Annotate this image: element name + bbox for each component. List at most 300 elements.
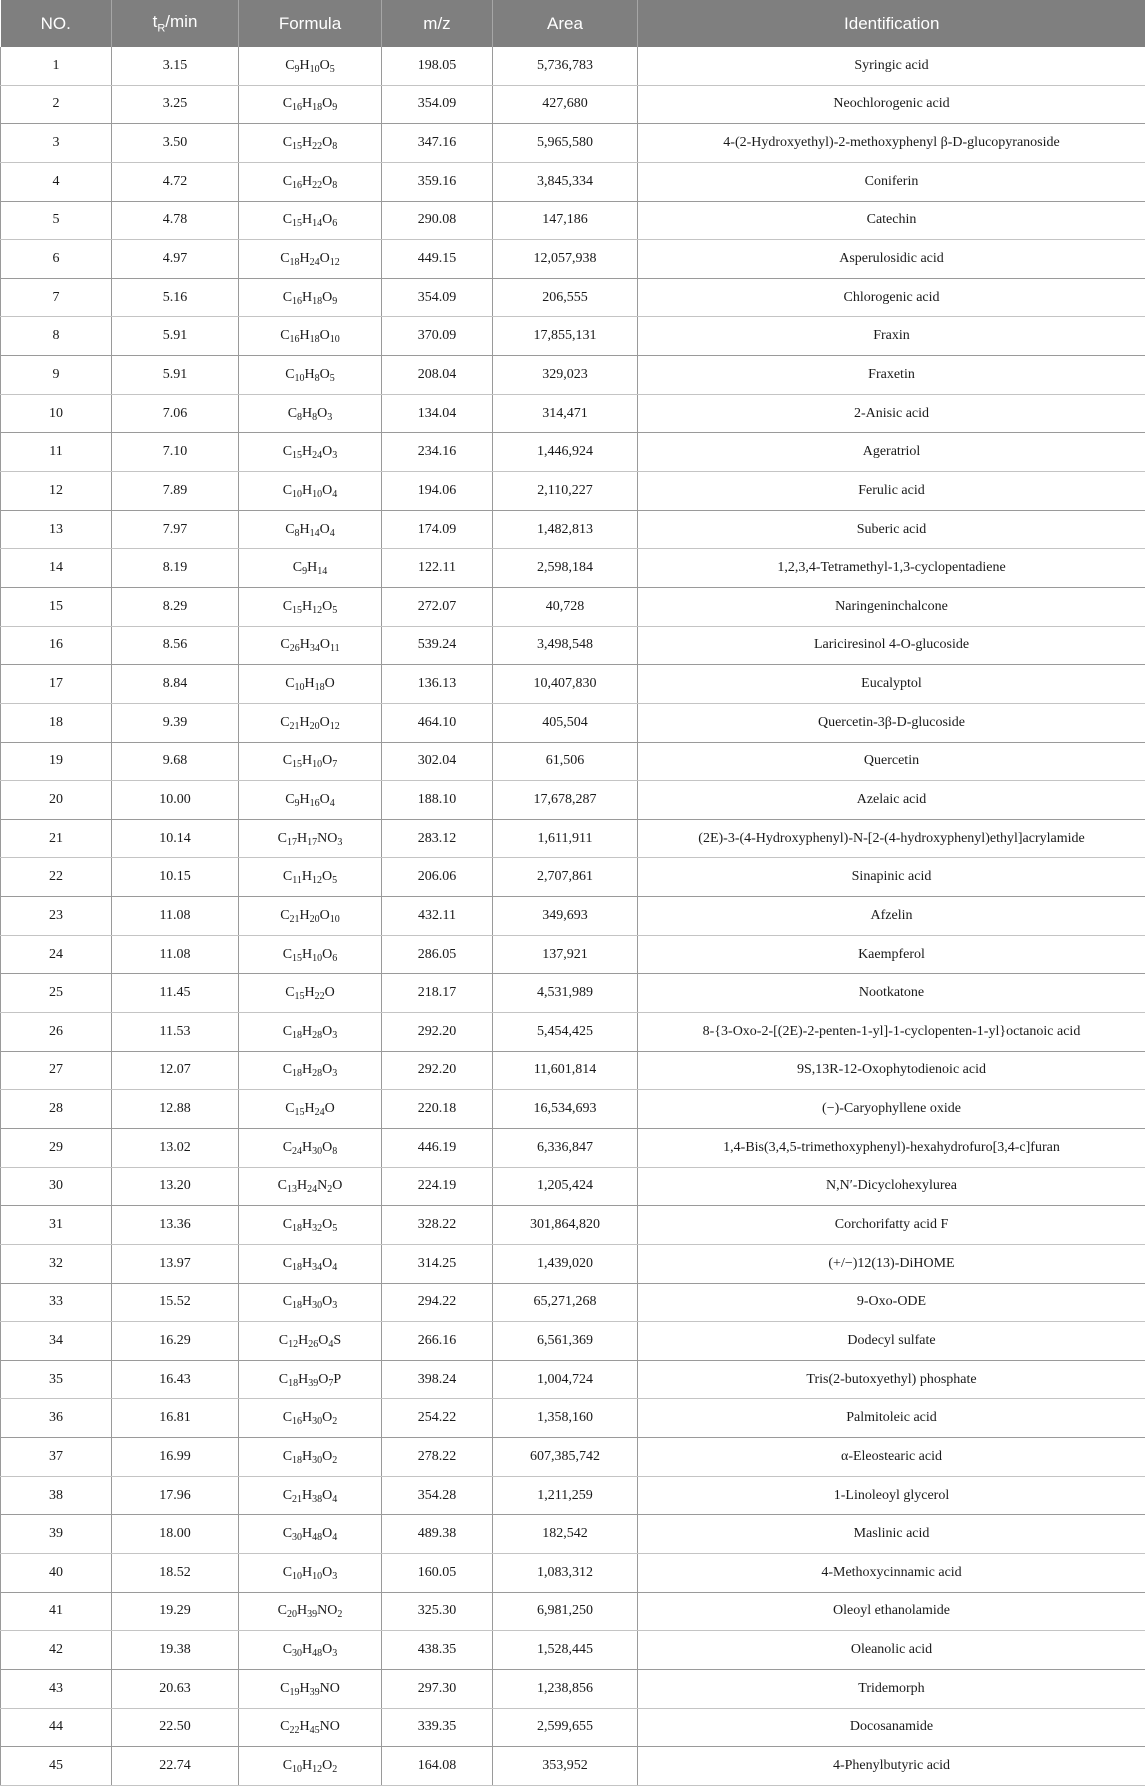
cell-mz: 302.04	[382, 742, 493, 781]
cell-identification: Dodecyl sulfate	[638, 1322, 1145, 1361]
cell-retention-time: 7.89	[112, 472, 239, 511]
table-row	[1, 510, 1145, 549]
cell-area: 1,439,020	[493, 1244, 638, 1283]
cell-no: 12	[1, 472, 112, 511]
table-row	[1, 1592, 1145, 1631]
cell-no: 35	[1, 1360, 112, 1399]
cell-no: 13	[1, 510, 112, 549]
table-row	[1, 201, 1145, 240]
cell-formula: $C_{18}H_{24}O_{12}$	[239, 240, 382, 279]
cell-mz: 489.38	[382, 1515, 493, 1554]
header-tr-main: t	[153, 12, 158, 31]
cell-identification: Asperulosidic acid	[638, 240, 1145, 279]
cell-identification: α-Eleostearic acid	[638, 1438, 1145, 1477]
cell-retention-time: 3.25	[112, 85, 239, 124]
header-no: NO.	[1, 0, 112, 47]
cell-retention-time: 16.81	[112, 1399, 239, 1438]
cell-no: 32	[1, 1244, 112, 1283]
table-row	[1, 819, 1145, 858]
cell-area: 6,336,847	[493, 1128, 638, 1167]
cell-retention-time: 4.72	[112, 162, 239, 201]
table-row	[1, 781, 1145, 820]
cell-area: 65,271,268	[493, 1283, 638, 1322]
cell-mz: 339.35	[382, 1708, 493, 1747]
cell-no: 40	[1, 1553, 112, 1592]
cell-no: 21	[1, 819, 112, 858]
cell-no: 22	[1, 858, 112, 897]
cell-retention-time: 11.08	[112, 897, 239, 936]
cell-mz: 398.24	[382, 1360, 493, 1399]
cell-mz: 272.07	[382, 587, 493, 626]
cell-retention-time: 5.91	[112, 317, 239, 356]
cell-no: 1	[1, 47, 112, 85]
cell-formula: $C_{24}H_{30}O_8$	[239, 1128, 382, 1167]
cell-area: 2,110,227	[493, 472, 638, 511]
cell-identification: 1,4-Bis(3,4,5-trimethoxyphenyl)-hexahydrofuro[3,4-c]furan	[638, 1128, 1145, 1167]
table-row	[1, 587, 1145, 626]
cell-formula: $C_{17}H_{17}NO_3$	[239, 819, 382, 858]
cell-mz: 314.25	[382, 1244, 493, 1283]
cell-retention-time: 8.84	[112, 665, 239, 704]
cell-retention-time: 8.29	[112, 587, 239, 626]
cell-area: 349,693	[493, 897, 638, 936]
cell-identification: Tridemorph	[638, 1669, 1145, 1708]
cell-formula: $C_{10}H_{18}O$	[239, 665, 382, 704]
cell-mz: 188.10	[382, 781, 493, 820]
cell-mz: 164.08	[382, 1747, 493, 1786]
cell-retention-time: 7.97	[112, 510, 239, 549]
cell-identification: Naringeninchalcone	[638, 587, 1145, 626]
cell-formula: $C_{22}H_{45}NO$	[239, 1708, 382, 1747]
cell-no: 7	[1, 278, 112, 317]
cell-formula: $C_{18}H_{39}O_7P$	[239, 1360, 382, 1399]
cell-retention-time: 18.52	[112, 1553, 239, 1592]
table-row	[1, 935, 1145, 974]
cell-identification: 9-Oxo-ODE	[638, 1283, 1145, 1322]
cell-area: 6,981,250	[493, 1592, 638, 1631]
cell-retention-time: 3.15	[112, 47, 239, 85]
cell-area: 5,454,425	[493, 1013, 638, 1052]
cell-formula: $C_{18}H_{32}O_5$	[239, 1206, 382, 1245]
cell-mz: 286.05	[382, 935, 493, 974]
cell-identification: Azelaic acid	[638, 781, 1145, 820]
table-row	[1, 1438, 1145, 1477]
table-row	[1, 858, 1145, 897]
table-row	[1, 897, 1145, 936]
cell-area: 1,211,259	[493, 1476, 638, 1515]
table-row	[1, 1206, 1145, 1245]
cell-formula: $C_{18}H_{30}O_2$	[239, 1438, 382, 1477]
cell-mz: 292.20	[382, 1013, 493, 1052]
cell-formula: $C_{15}H_{10}O_6$	[239, 935, 382, 974]
table-row	[1, 1051, 1145, 1090]
cell-mz: 446.19	[382, 1128, 493, 1167]
cell-area: 301,864,820	[493, 1206, 638, 1245]
table-row	[1, 626, 1145, 665]
cell-no: 17	[1, 665, 112, 704]
cell-retention-time: 4.97	[112, 240, 239, 279]
cell-no: 27	[1, 1051, 112, 1090]
table-row	[1, 394, 1145, 433]
table-row	[1, 665, 1145, 704]
cell-mz: 234.16	[382, 433, 493, 472]
cell-mz: 266.16	[382, 1322, 493, 1361]
cell-area: 2,598,184	[493, 549, 638, 588]
cell-mz: 354.09	[382, 85, 493, 124]
table-row	[1, 162, 1145, 201]
cell-retention-time: 13.02	[112, 1128, 239, 1167]
cell-formula: $C_{15}H_{22}O$	[239, 974, 382, 1013]
cell-no: 36	[1, 1399, 112, 1438]
cell-identification: 4-(2-Hydroxyethyl)-2-methoxyphenyl β-D-glucopyranoside	[638, 124, 1145, 163]
cell-mz: 198.05	[382, 47, 493, 85]
cell-retention-time: 17.96	[112, 1476, 239, 1515]
cell-formula: $C_{12}H_{26}O_4S$	[239, 1322, 382, 1361]
cell-no: 28	[1, 1090, 112, 1129]
cell-mz: 294.22	[382, 1283, 493, 1322]
cell-retention-time: 7.06	[112, 394, 239, 433]
header-tr-unit: /min	[165, 12, 197, 31]
cell-no: 30	[1, 1167, 112, 1206]
cell-identification: Palmitoleic acid	[638, 1399, 1145, 1438]
cell-area: 1,446,924	[493, 433, 638, 472]
table-row	[1, 703, 1145, 742]
cell-no: 4	[1, 162, 112, 201]
header-row	[1, 0, 1145, 47]
cell-area: 17,855,131	[493, 317, 638, 356]
cell-area: 1,611,911	[493, 819, 638, 858]
cell-formula: $C_{16}H_{18}O_9$	[239, 278, 382, 317]
cell-mz: 218.17	[382, 974, 493, 1013]
cell-retention-time: 8.19	[112, 549, 239, 588]
table-row	[1, 1244, 1145, 1283]
cell-retention-time: 20.63	[112, 1669, 239, 1708]
table-row	[1, 1515, 1145, 1554]
cell-area: 4,531,989	[493, 974, 638, 1013]
cell-area: 1,004,724	[493, 1360, 638, 1399]
cell-no: 37	[1, 1438, 112, 1477]
cell-identification: (2E)-3-(4-Hydroxyphenyl)-N-[2-(4-hydroxyphenyl)ethyl]acrylamide	[638, 819, 1145, 858]
cell-mz: 370.09	[382, 317, 493, 356]
table-row	[1, 1476, 1145, 1515]
cell-identification: Afzelin	[638, 897, 1145, 936]
cell-identification: Maslinic acid	[638, 1515, 1145, 1554]
cell-retention-time: 7.10	[112, 433, 239, 472]
cell-no: 11	[1, 433, 112, 472]
cell-area: 11,601,814	[493, 1051, 638, 1090]
cell-formula: $C_{18}H_{28}O_3$	[239, 1013, 382, 1052]
cell-no: 19	[1, 742, 112, 781]
cell-identification: Nootkatone	[638, 974, 1145, 1013]
cell-identification: Neochlorogenic acid	[638, 85, 1145, 124]
table-row	[1, 742, 1145, 781]
cell-formula: $C_{21}H_{20}O_{12}$	[239, 703, 382, 742]
table-row	[1, 1013, 1145, 1052]
cell-retention-time: 9.68	[112, 742, 239, 781]
cell-formula: $C_{16}H_{30}O_2$	[239, 1399, 382, 1438]
cell-identification: 9S,13R-12-Oxophytodienoic acid	[638, 1051, 1145, 1090]
cell-area: 1,083,312	[493, 1553, 638, 1592]
cell-identification: 4-Phenylbutyric acid	[638, 1747, 1145, 1786]
cell-area: 1,205,424	[493, 1167, 638, 1206]
cell-mz: 290.08	[382, 201, 493, 240]
table-row	[1, 1360, 1145, 1399]
cell-retention-time: 8.56	[112, 626, 239, 665]
cell-formula: $C_{16}H_{18}O_{10}$	[239, 317, 382, 356]
table-row	[1, 472, 1145, 511]
cell-formula: $C_{15}H_{22}O_8$	[239, 124, 382, 163]
table-body	[1, 47, 1145, 1785]
table-row	[1, 278, 1145, 317]
cell-formula: $C_9H_{14}$	[239, 549, 382, 588]
cell-no: 34	[1, 1322, 112, 1361]
cell-mz: 174.09	[382, 510, 493, 549]
cell-mz: 328.22	[382, 1206, 493, 1245]
cell-retention-time: 9.39	[112, 703, 239, 742]
cell-area: 2,599,655	[493, 1708, 638, 1747]
cell-area: 5,736,783	[493, 47, 638, 85]
cell-identification: Oleanolic acid	[638, 1631, 1145, 1670]
cell-mz: 432.11	[382, 897, 493, 936]
cell-retention-time: 22.50	[112, 1708, 239, 1747]
cell-identification: Coniferin	[638, 162, 1145, 201]
cell-retention-time: 11.53	[112, 1013, 239, 1052]
table-row	[1, 974, 1145, 1013]
cell-retention-time: 19.29	[112, 1592, 239, 1631]
cell-mz: 283.12	[382, 819, 493, 858]
cell-no: 8	[1, 317, 112, 356]
cell-no: 44	[1, 1708, 112, 1747]
cell-retention-time: 10.00	[112, 781, 239, 820]
cell-formula: $C_{10}H_8O_5$	[239, 356, 382, 395]
cell-identification: 2-Anisic acid	[638, 394, 1145, 433]
cell-formula: $C_{21}H_{38}O_4$	[239, 1476, 382, 1515]
cell-no: 14	[1, 549, 112, 588]
cell-formula: $C_{30}H_{48}O_4$	[239, 1515, 382, 1554]
cell-formula: $C_{15}H_{10}O_7$	[239, 742, 382, 781]
cell-formula: $C_{15}H_{24}O_3$	[239, 433, 382, 472]
cell-formula: $C_{15}H_{12}O_5$	[239, 587, 382, 626]
cell-retention-time: 13.97	[112, 1244, 239, 1283]
cell-formula: $C_{30}H_{48}O_3$	[239, 1631, 382, 1670]
cell-mz: 136.13	[382, 665, 493, 704]
cell-identification: Catechin	[638, 201, 1145, 240]
table-row	[1, 1399, 1145, 1438]
cell-retention-time: 12.07	[112, 1051, 239, 1090]
table-row	[1, 1090, 1145, 1129]
cell-no: 2	[1, 85, 112, 124]
cell-no: 6	[1, 240, 112, 279]
cell-mz: 539.24	[382, 626, 493, 665]
cell-area: 40,728	[493, 587, 638, 626]
cell-no: 42	[1, 1631, 112, 1670]
cell-mz: 122.11	[382, 549, 493, 588]
cell-area: 137,921	[493, 935, 638, 974]
cell-no: 41	[1, 1592, 112, 1631]
cell-area: 314,471	[493, 394, 638, 433]
table-row	[1, 317, 1145, 356]
cell-formula: $C_{10}H_{10}O_3$	[239, 1553, 382, 1592]
cell-retention-time: 13.36	[112, 1206, 239, 1245]
cell-identification: Quercetin-3β-D-glucoside	[638, 703, 1145, 742]
cell-area: 61,506	[493, 742, 638, 781]
cell-area: 206,555	[493, 278, 638, 317]
cell-area: 1,238,856	[493, 1669, 638, 1708]
cell-mz: 208.04	[382, 356, 493, 395]
header-mz: m/z	[382, 0, 493, 47]
cell-no: 45	[1, 1747, 112, 1786]
cell-identification: (+/−)12(13)-DiHOME	[638, 1244, 1145, 1283]
cell-retention-time: 10.15	[112, 858, 239, 897]
cell-no: 16	[1, 626, 112, 665]
cell-identification: 1,2,3,4-Tetramethyl-1,3-cyclopentadiene	[638, 549, 1145, 588]
cell-identification: N,N′-Dicyclohexylurea	[638, 1167, 1145, 1206]
cell-identification: Ageratriol	[638, 433, 1145, 472]
cell-formula: $C_{19}H_{39}NO$	[239, 1669, 382, 1708]
cell-mz: 464.10	[382, 703, 493, 742]
cell-retention-time: 10.14	[112, 819, 239, 858]
cell-area: 353,952	[493, 1747, 638, 1786]
cell-retention-time: 13.20	[112, 1167, 239, 1206]
cell-no: 15	[1, 587, 112, 626]
cell-mz: 354.09	[382, 278, 493, 317]
cell-identification: (−)-Caryophyllene oxide	[638, 1090, 1145, 1129]
cell-mz: 134.04	[382, 394, 493, 433]
table-row	[1, 47, 1145, 85]
table-row	[1, 1167, 1145, 1206]
header-retention-time	[112, 0, 239, 47]
cell-area: 329,023	[493, 356, 638, 395]
table-row	[1, 1283, 1145, 1322]
table-row	[1, 433, 1145, 472]
cell-area: 405,504	[493, 703, 638, 742]
cell-area: 1,528,445	[493, 1631, 638, 1670]
cell-formula: $C_{10}H_{12}O_2$	[239, 1747, 382, 1786]
cell-retention-time: 11.45	[112, 974, 239, 1013]
cell-mz: 206.06	[382, 858, 493, 897]
cell-retention-time: 16.99	[112, 1438, 239, 1477]
cell-no: 29	[1, 1128, 112, 1167]
cell-mz: 297.30	[382, 1669, 493, 1708]
cell-area: 3,845,334	[493, 162, 638, 201]
cell-mz: 347.16	[382, 124, 493, 163]
cell-area: 6,561,369	[493, 1322, 638, 1361]
cell-identification: Eucalyptol	[638, 665, 1145, 704]
cell-area: 427,680	[493, 85, 638, 124]
header-area: Area	[493, 0, 638, 47]
cell-identification: Quercetin	[638, 742, 1145, 781]
cell-mz: 194.06	[382, 472, 493, 511]
cell-mz: 359.16	[382, 162, 493, 201]
cell-no: 31	[1, 1206, 112, 1245]
cell-no: 10	[1, 394, 112, 433]
cell-retention-time: 18.00	[112, 1515, 239, 1554]
cell-no: 38	[1, 1476, 112, 1515]
cell-identification: Sinapinic acid	[638, 858, 1145, 897]
table-row	[1, 1708, 1145, 1747]
cell-area: 1,358,160	[493, 1399, 638, 1438]
cell-no: 26	[1, 1013, 112, 1052]
cell-area: 1,482,813	[493, 510, 638, 549]
header-identification: Identification	[638, 0, 1145, 47]
cell-formula: $C_9H_{10}O_5$	[239, 47, 382, 85]
cell-mz: 254.22	[382, 1399, 493, 1438]
cell-identification: Ferulic acid	[638, 472, 1145, 511]
cell-retention-time: 11.08	[112, 935, 239, 974]
cell-formula: $C_{16}H_{18}O_9$	[239, 85, 382, 124]
cell-formula: $C_{11}H_{12}O_5$	[239, 858, 382, 897]
cell-identification: Corchorifatty acid F	[638, 1206, 1145, 1245]
cell-formula: $C_{21}H_{20}O_{10}$	[239, 897, 382, 936]
cell-mz: 278.22	[382, 1438, 493, 1477]
cell-mz: 292.20	[382, 1051, 493, 1090]
cell-formula: $C_{10}H_{10}O_4$	[239, 472, 382, 511]
cell-formula: $C_{16}H_{22}O_8$	[239, 162, 382, 201]
table-row	[1, 549, 1145, 588]
cell-formula: $C_{18}H_{30}O_3$	[239, 1283, 382, 1322]
cell-formula: $C_8H_{14}O_4$	[239, 510, 382, 549]
cell-mz: 325.30	[382, 1592, 493, 1631]
cell-no: 20	[1, 781, 112, 820]
cell-formula: $C_{18}H_{34}O_4$	[239, 1244, 382, 1283]
cell-formula: $C_{18}H_{28}O_3$	[239, 1051, 382, 1090]
cell-no: 5	[1, 201, 112, 240]
cell-retention-time: 16.43	[112, 1360, 239, 1399]
table-row	[1, 1631, 1145, 1670]
cell-retention-time: 5.91	[112, 356, 239, 395]
cell-area: 182,542	[493, 1515, 638, 1554]
cell-formula: $C_{15}H_{14}O_6$	[239, 201, 382, 240]
cell-identification: Fraxetin	[638, 356, 1145, 395]
cell-no: 23	[1, 897, 112, 936]
cell-identification: 4-Methoxycinnamic acid	[638, 1553, 1145, 1592]
cell-identification: Suberic acid	[638, 510, 1145, 549]
cell-area: 17,678,287	[493, 781, 638, 820]
table-row	[1, 1747, 1145, 1786]
table-row	[1, 1553, 1145, 1592]
cell-identification: 1-Linoleoyl glycerol	[638, 1476, 1145, 1515]
table-row	[1, 1669, 1145, 1708]
table-row	[1, 85, 1145, 124]
cell-formula: $C_8H_8O_3$	[239, 394, 382, 433]
cell-mz: 438.35	[382, 1631, 493, 1670]
cell-area: 16,534,693	[493, 1090, 638, 1129]
cell-area: 12,057,938	[493, 240, 638, 279]
cell-mz: 224.19	[382, 1167, 493, 1206]
cell-no: 43	[1, 1669, 112, 1708]
table-row	[1, 240, 1145, 279]
cell-area: 3,498,548	[493, 626, 638, 665]
cell-identification: Lariciresinol 4-O-glucoside	[638, 626, 1145, 665]
cell-mz: 354.28	[382, 1476, 493, 1515]
cell-area: 5,965,580	[493, 124, 638, 163]
cell-no: 24	[1, 935, 112, 974]
cell-retention-time: 16.29	[112, 1322, 239, 1361]
cell-identification: Oleoyl ethanolamide	[638, 1592, 1145, 1631]
cell-mz: 160.05	[382, 1553, 493, 1592]
cell-retention-time: 5.16	[112, 278, 239, 317]
cell-retention-time: 19.38	[112, 1631, 239, 1670]
cell-no: 9	[1, 356, 112, 395]
cell-identification: Syringic acid	[638, 47, 1145, 85]
cell-formula: $C_{20}H_{39}NO_2$	[239, 1592, 382, 1631]
cell-identification: Fraxin	[638, 317, 1145, 356]
cell-retention-time: 15.52	[112, 1283, 239, 1322]
cell-no: 25	[1, 974, 112, 1013]
table-row	[1, 1128, 1145, 1167]
cell-no: 33	[1, 1283, 112, 1322]
cell-formula: $C_{15}H_{24}O$	[239, 1090, 382, 1129]
